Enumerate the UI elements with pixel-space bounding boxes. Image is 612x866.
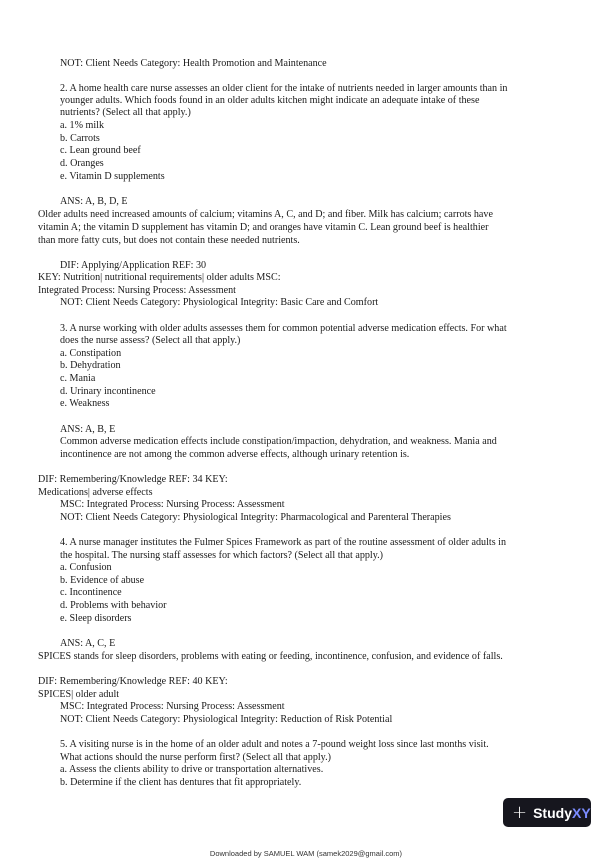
answer-line: ANS: A, B, D, E [60,196,128,207]
key-line: SPICES| older adult [38,689,120,700]
studyxy-logo [533,805,591,821]
option-b: b. Carrots [60,133,100,144]
option-d: d. Oranges [60,158,104,169]
question-5-line: What actions should the nurse perform first? (Select all that apply.) [60,752,331,763]
option-a: a. Assess the clients ability to drive or transportation alternatives. [60,764,324,775]
option-a: a. 1% milk [60,120,105,131]
option-c: c. Mania [60,373,96,384]
option-e: e. Sleep disorders [60,613,132,624]
not-line: NOT: Client Needs Category: Physiological Integrity: Basic Care and Comfort [60,297,379,308]
not-line: NOT: Client Needs Category: Physiological Integrity: Pharmacological and Parenteral Therapies [60,512,451,523]
rationale-line: vitamin A; the vitamin D supplement has vitamin D; and oranges have vitamin C. Lean ground beef is healthier [38,222,489,233]
text-line: NOT: Client Needs Category: Health Promotion and Maintenance [60,58,327,69]
question-4-line: 4. A nurse manager institutes the Fulmer Spices Framework as part of the routine assessment of older adults in [60,537,506,548]
msc-line: Integrated Process: Nursing Process: Assessment [38,285,236,296]
brand-main: Study [533,804,572,821]
option-b: b. Evidence of abuse [60,575,145,586]
download-footer: Downloaded by SAMUEL WAM (samek2029@gmail.com) [209,849,403,858]
option-d: d. Urinary incontinence [60,386,156,397]
question-2-line: 2. A home health care nurse assesses an older client for the intake of nutrients needed in larger amounts than in [60,83,508,94]
question-4-line: the hospital. The nursing staff assesses for which factors? (Select all that apply.) [60,550,384,561]
option-d: d. Problems with behavior [60,600,167,611]
option-b: b. Dehydration [60,360,121,371]
option-a: a. Constipation [60,348,122,359]
msc-line: MSC: Integrated Process: Nursing Process: Assessment [60,499,285,510]
rationale-line: than more fatty cuts, but does not contain these needed nutrients. [38,235,300,246]
option-a: a. Confusion [60,562,112,573]
option-c: c. Incontinence [60,587,122,598]
question-2-line: younger adults. Which foods found in an older adults kitchen might indicate an adequate intake of these [60,95,480,106]
key-line: KEY: Nutrition| nutritional requirements| older adults MSC: [38,272,281,283]
key-line: Medications| adverse effects [38,487,153,498]
rationale-line: Older adults need increased amounts of calcium; vitamins A, C, and D; and fiber. Milk has calcium; carrots have [38,209,493,220]
question-5-line: 5. A visiting nurse is in the home of an older adult and notes a 7-pound weight loss since last months visit. [60,739,489,750]
question-3-line: does the nurse assess? (Select all that apply.) [60,335,241,346]
answer-line: ANS: A, C, E [60,638,116,649]
dif-line: DIF: Applying/Application REF: 30 [60,260,207,271]
option-c: c. Lean ground beef [60,145,141,156]
rationale-line: SPICES stands for sleep disorders, problems with eating or feeding, incontinence, confusion, and evidence of falls. [38,651,503,662]
option-e: e. Vitamin D supplements [60,171,165,182]
question-3-line: 3. A nurse working with older adults assesses them for common potential adverse medication effects. For what [60,323,507,334]
brand-accent: XY [571,804,591,821]
not-line: NOT: Client Needs Category: Physiological Integrity: Reduction of Risk Potential [60,714,393,725]
plus-icon: + [512,801,528,823]
msc-line: MSC: Integrated Process: Nursing Process: Assessment [60,701,285,712]
option-e: e. Weakness [60,398,110,409]
studyxy-badge[interactable] [503,798,591,827]
rationale-line: incontinence are not among the common adverse effects, although urinary retention is. [60,449,410,460]
dif-line: DIF: Remembering/Knowledge REF: 34 KEY: [38,474,228,485]
rationale-line: Common adverse medication effects include constipation/impaction, dehydration, and weakness. Mania and [60,436,497,447]
question-2-line: nutrients? (Select all that apply.) [60,107,191,118]
answer-line: ANS: A, B, E [60,424,116,435]
dif-line: DIF: Remembering/Knowledge REF: 40 KEY: [38,676,228,687]
option-b: b. Determine if the client has dentures that fit appropriately. [60,777,302,788]
